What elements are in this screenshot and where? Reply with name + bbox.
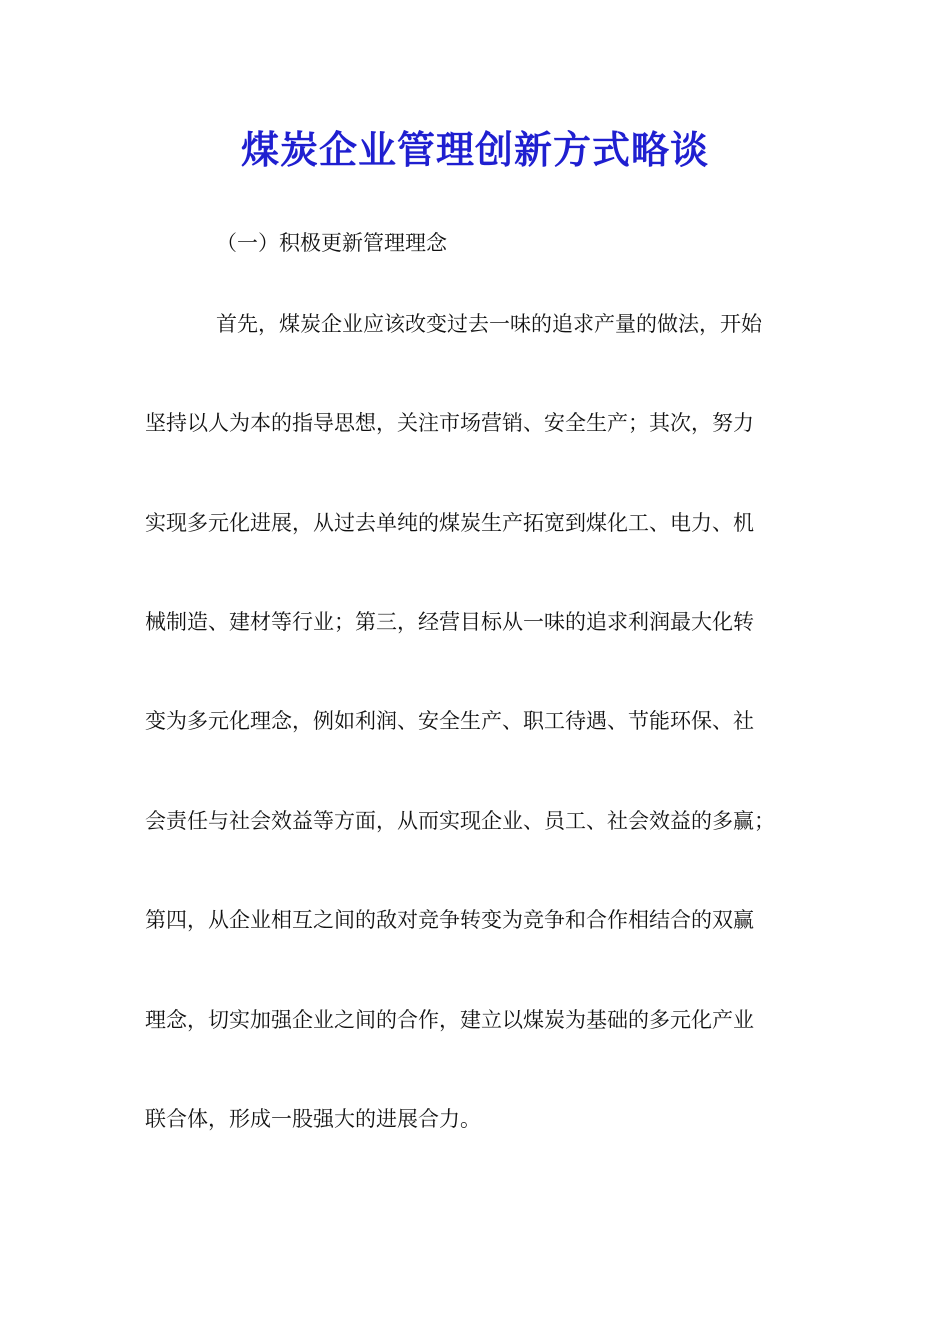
document-title: 煤炭企业管理创新方式略谈 (240, 127, 709, 172)
body-line: 械制造、建材等行业；第三，经营目标从一味的追求利润最大化转 (145, 610, 754, 634)
body-line: 第四，从企业相互之间的敌对竞争转变为竞争和合作相结合的双赢 (145, 908, 754, 932)
body-line: 坚持以人为本的指导思想，关注市场营销、安全生产；其次，努力 (145, 411, 754, 435)
body-line: 实现多元化进展，从过去单纯的煤炭生产拓宽到煤化工、电力、机 (145, 511, 754, 535)
body-line: 会责任与社会效益等方面，从而实现企业、员工、社会效益的多赢； (145, 809, 775, 833)
body-line: 变为多元化理念，例如利润、安全生产、职工待遇、节能环保、社 (145, 709, 754, 733)
body-line: 首先，煤炭企业应该改变过去一味的追求产量的做法，开始 (216, 312, 762, 336)
section-heading: （一）积极更新管理理念 (216, 231, 447, 255)
body-line: 理念，切实加强企业之间的合作，建立以煤炭为基础的多元化产业 (145, 1008, 754, 1032)
body-line: 联合体，形成一股强大的进展合力。 (145, 1107, 481, 1131)
